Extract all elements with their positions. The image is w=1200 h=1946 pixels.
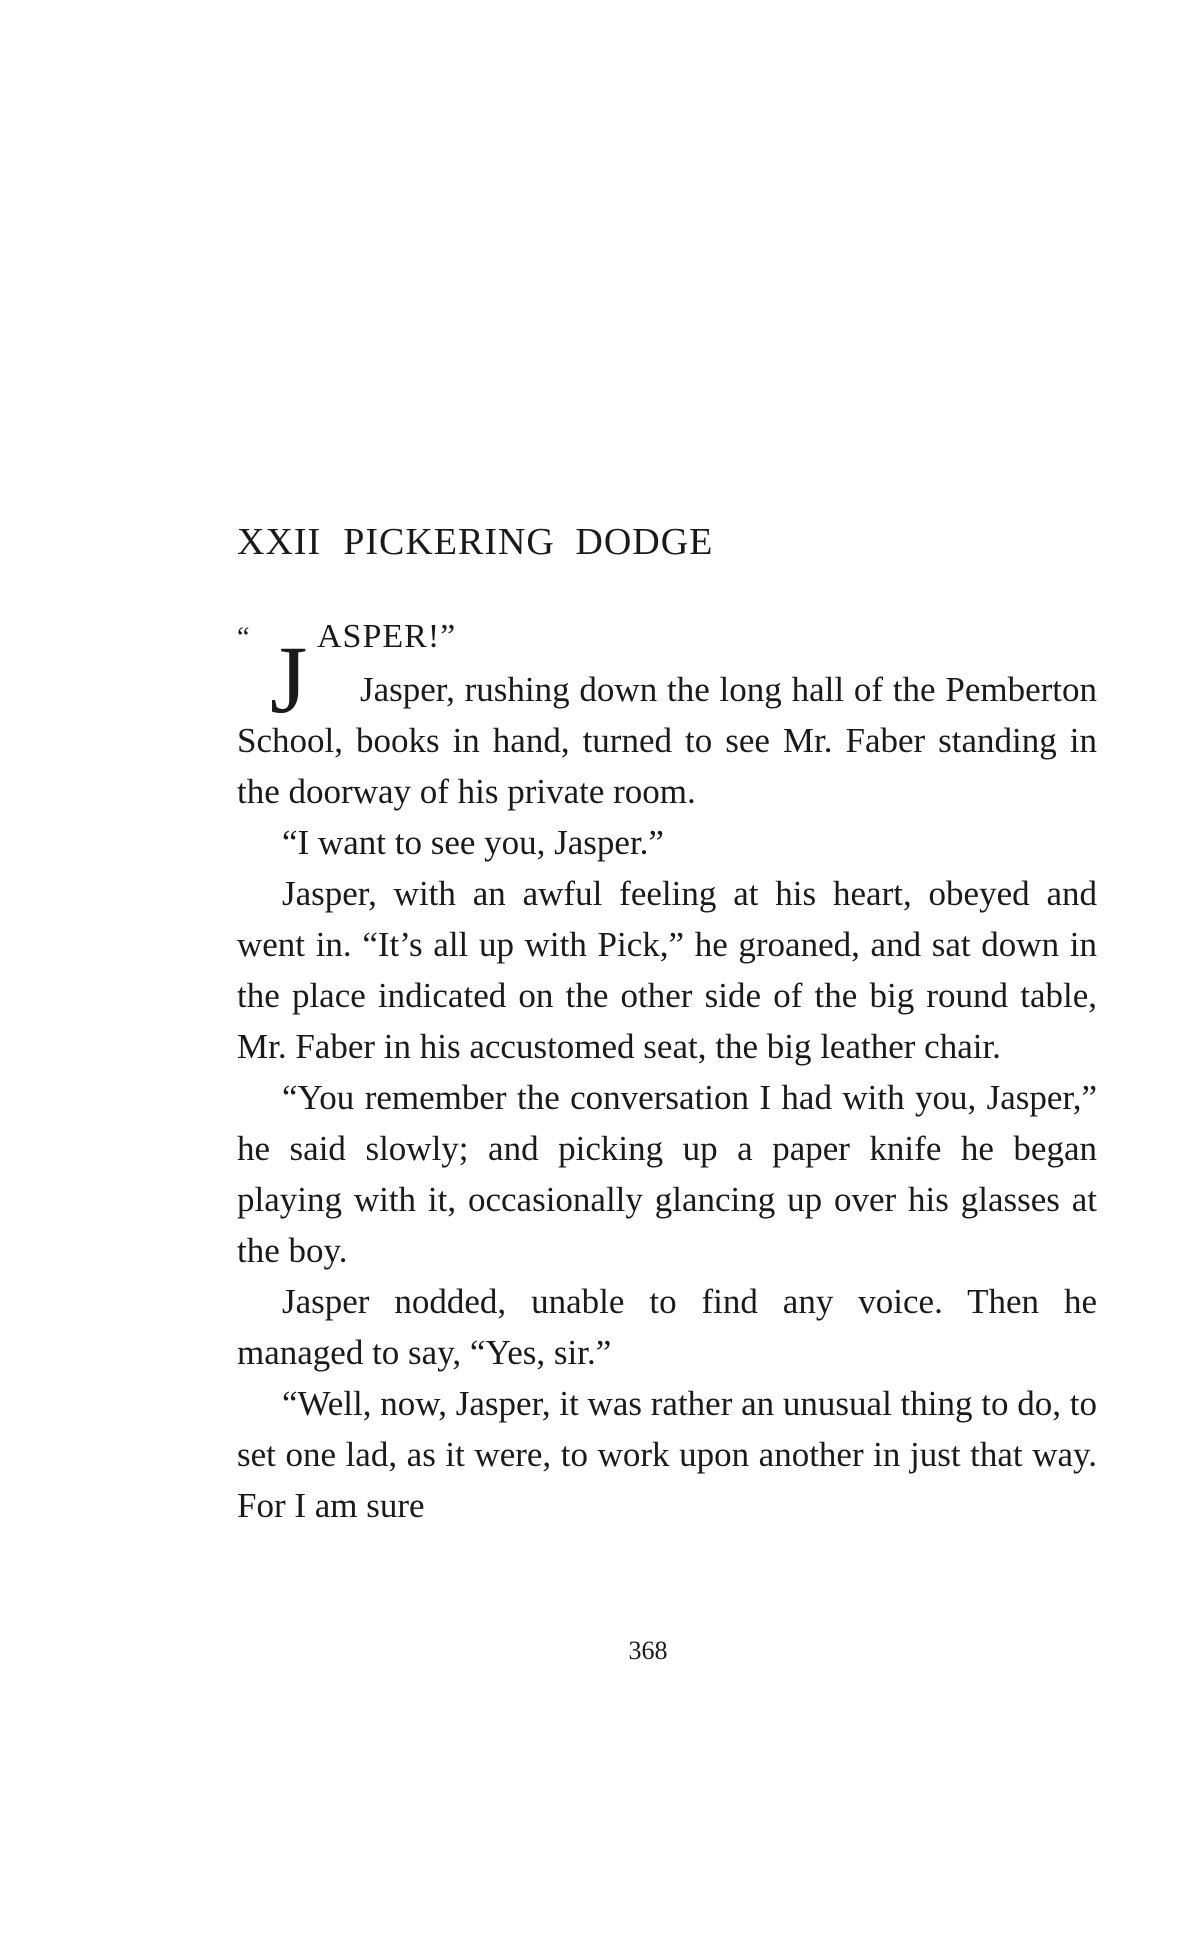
opening-exclamation: ASPER!” xyxy=(317,618,457,655)
paragraph: “You remember the conversation I had with you, Jasper,” he said slowly; and picking up a paper knife he began playing with it, occasionally glancing up over his glasses at the boy. xyxy=(237,1078,1097,1270)
paragraph: Jasper, rushing down the long hall of the Pemberton School, books in hand, turned to see Mr. Faber standing in the doorway of his private room. xyxy=(237,670,1097,811)
page-number: 368 xyxy=(628,1636,668,1665)
paragraph: “Well, now, Jasper, it was rather an unusual thing to do, to set one lad, as it were, to work upon another in just that way. For I am sure xyxy=(237,1384,1097,1525)
paragraph: Jasper, with an awful feeling at his heart, obeyed and went in. “It’s all up with Pick,” he groaned, and sat down in the place indicated on the other side of the big round table, Mr. Faber in his accustomed seat, the big leather chair. xyxy=(237,874,1097,1066)
body-text xyxy=(237,664,1097,1531)
paragraph: Jasper nodded, unable to find any voice. Then he managed to say, “Yes, sir.” xyxy=(237,1282,1097,1372)
chapter-title: PICKERING DODGE xyxy=(343,521,714,563)
paragraph: “I want to see you, Jasper.” xyxy=(282,823,664,862)
opening-quote-mark: “ xyxy=(237,622,250,653)
drop-cap: J xyxy=(270,626,308,733)
chapter-heading xyxy=(237,520,713,564)
chapter-number: XXII xyxy=(237,521,322,563)
